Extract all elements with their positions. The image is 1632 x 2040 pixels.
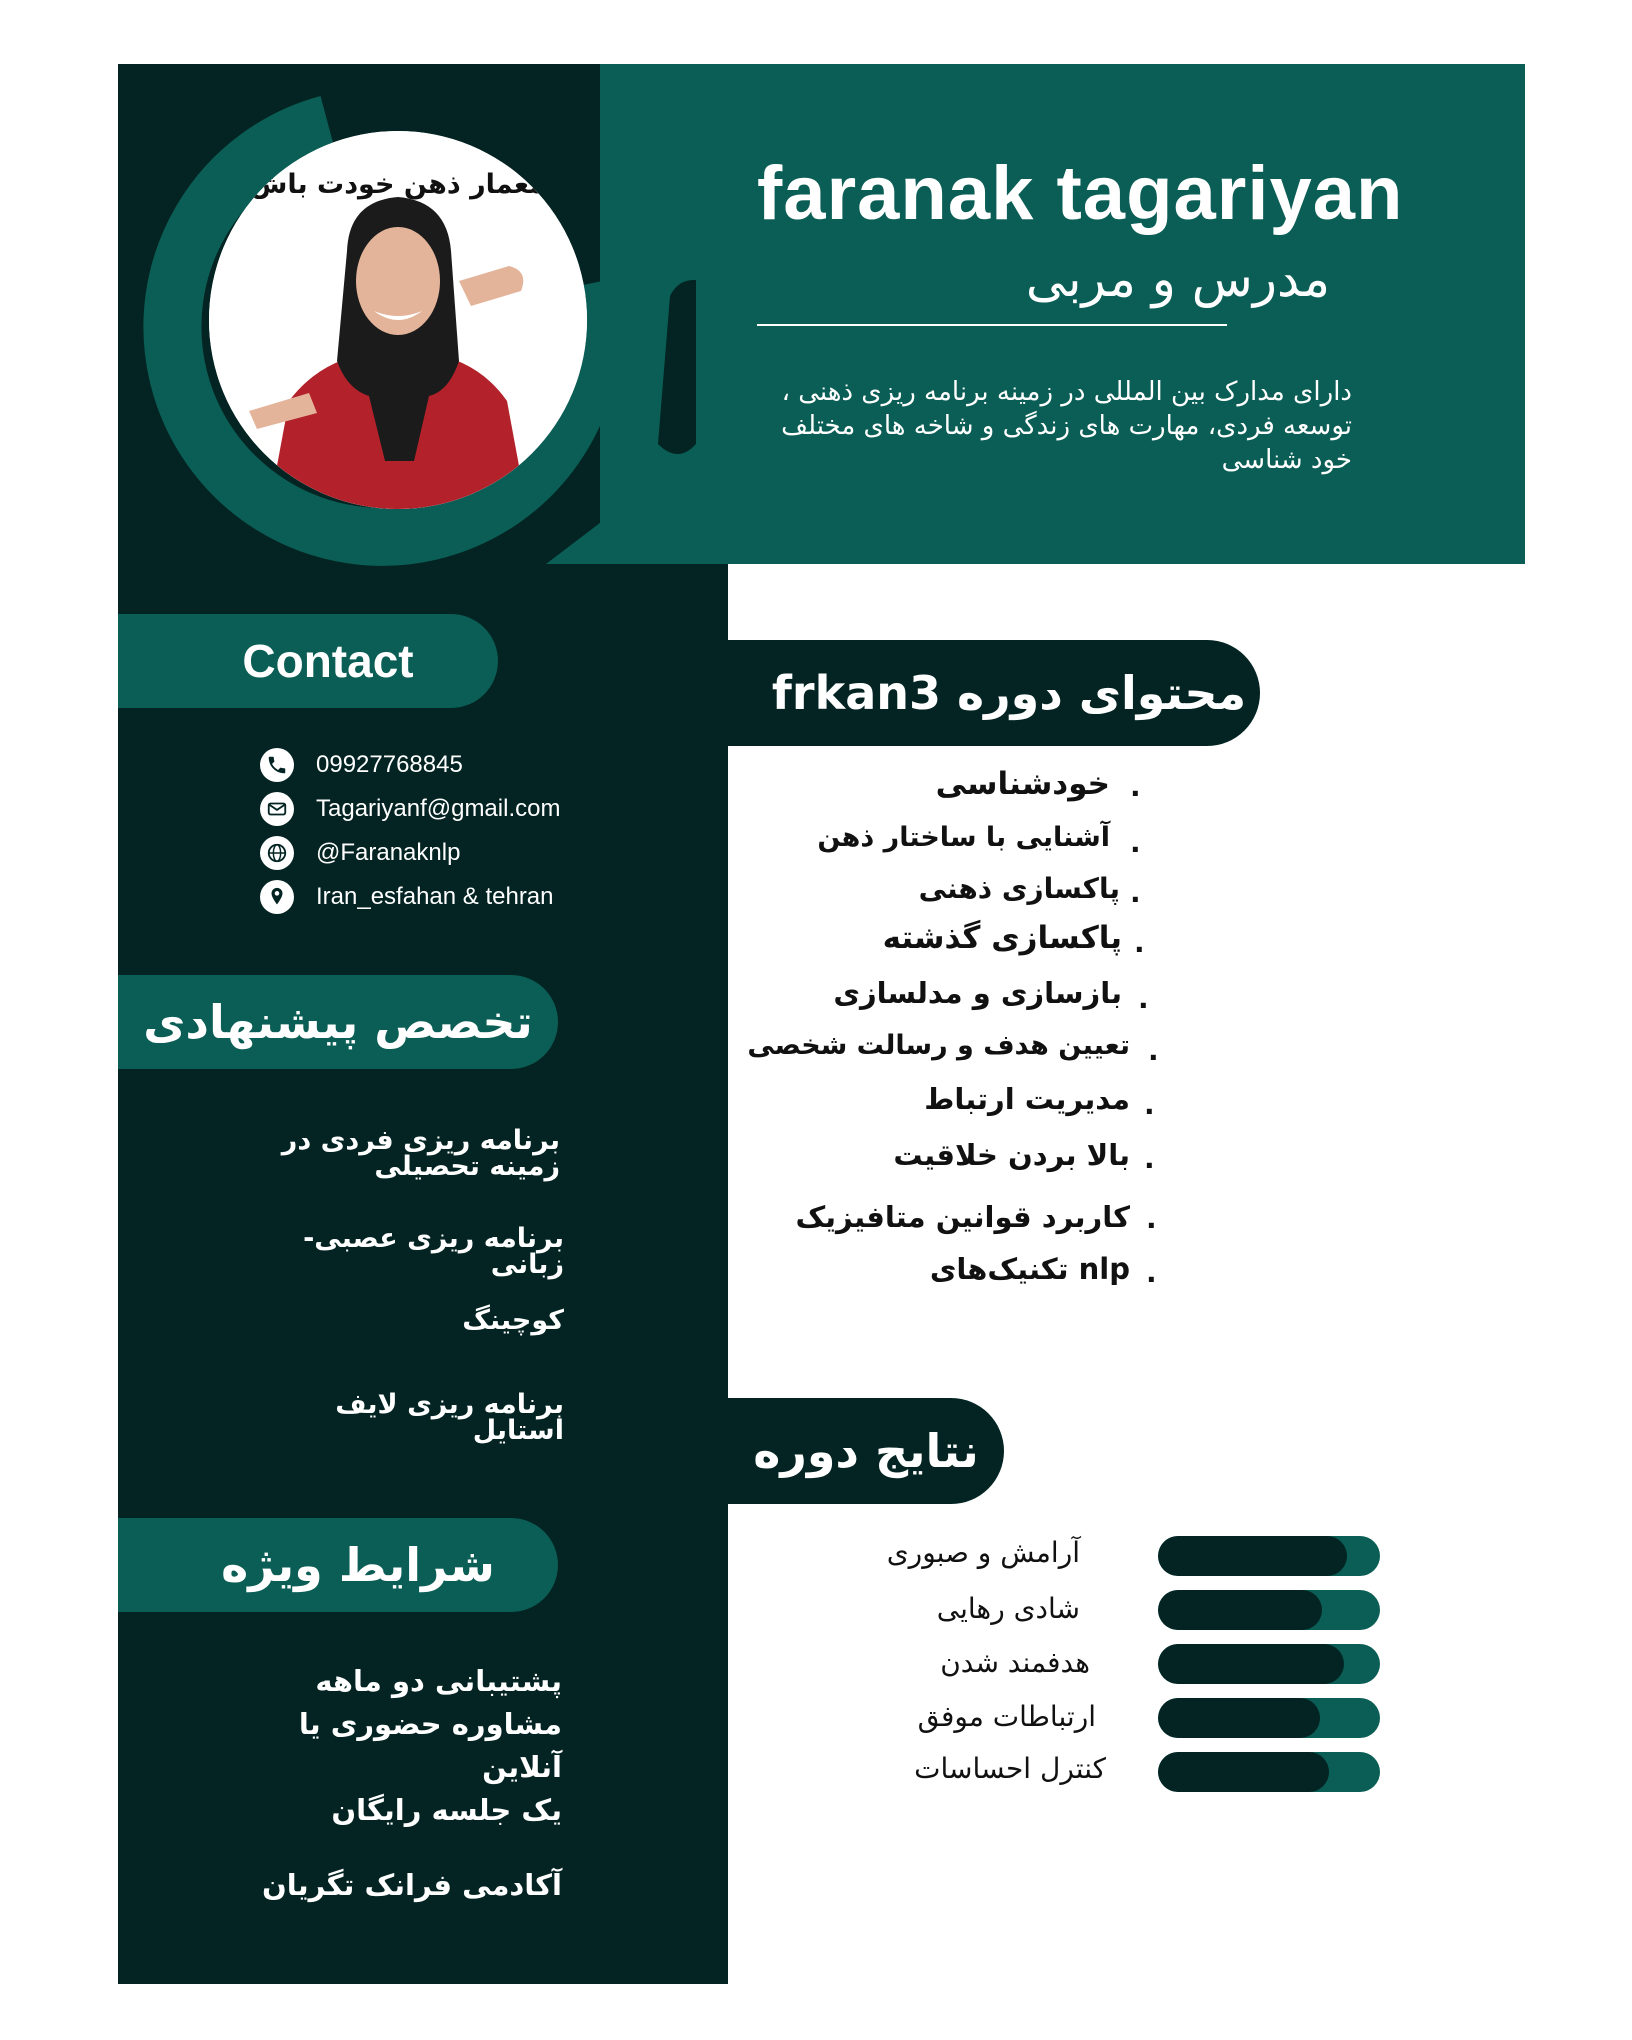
contact-title: Contact [242, 635, 414, 687]
terms-item: پشتیبانی دو ماهه [315, 1664, 562, 1698]
result-bar [1158, 1590, 1380, 1630]
course-item [740, 766, 1110, 802]
result-bar [1158, 1698, 1380, 1738]
terms-item: مشاوره حضوری یا آنلاین [298, 1707, 562, 1784]
bullet-dot: . [1138, 982, 1149, 1015]
result-label: کنترل احساسات [914, 1752, 1106, 1785]
bullet-dot: . [1148, 1034, 1159, 1067]
results-title: نتایج دوره [753, 1424, 979, 1478]
result-bar-fill [1158, 1644, 1344, 1684]
bio-line: دارای مدارک بین المللی در زمینه برنامه ریزی ذهنی ، [781, 377, 1352, 407]
course-item [740, 1200, 1130, 1234]
specialty-item: برنامه ریزی عصبی-زبانی [303, 1223, 564, 1280]
contact-text: Iran_esfahan & tehran [316, 883, 554, 910]
course-item-text: بالا بردن خلاقیت [893, 1138, 1130, 1172]
contact-email[interactable] [260, 788, 560, 830]
role-divider [757, 324, 1227, 326]
course-item-text: آشنایی با ساختار ذهن [817, 822, 1110, 853]
course-item [740, 920, 1122, 956]
photo-caption: معمار ذهن خودت باش [250, 169, 546, 200]
contact-phone[interactable] [260, 744, 560, 786]
course-item [740, 976, 1122, 1010]
bullet-dot: . [1134, 926, 1145, 959]
result-label: آرامش و صبوری [886, 1536, 1080, 1569]
course-content-list [740, 766, 1170, 1286]
specialty-item: کوچینگ [462, 1305, 564, 1336]
mail-icon [260, 792, 294, 826]
course-item-text: خودشناسی [935, 766, 1110, 802]
bullet-dot: . [1146, 1202, 1157, 1235]
bullet-dot: . [1130, 876, 1141, 909]
contact-text: Tagariyanf@gmail.com [316, 795, 561, 822]
course-item [740, 1138, 1130, 1172]
specialty-title: تخصص پیشنهادی [143, 995, 533, 1049]
contact-location[interactable] [260, 876, 560, 918]
result-bar [1158, 1752, 1380, 1792]
globe-icon [260, 836, 294, 870]
bullet-dot: . [1130, 770, 1141, 803]
contact-text: 09927768845 [316, 751, 463, 778]
academy-name: آکادمی فرانک تگریان [262, 1868, 562, 1902]
terms-title: شرایط ویژه [221, 1538, 495, 1592]
contact-list [260, 744, 560, 920]
result-bar-fill [1158, 1536, 1347, 1576]
result-bar-fill [1158, 1590, 1322, 1630]
person-name: faranak tagariyan [757, 151, 1404, 236]
course-item-text: تکنیک‌های nlp [929, 1252, 1130, 1286]
phone-icon [260, 748, 294, 782]
result-bar [1158, 1644, 1380, 1684]
result-bar [1158, 1536, 1380, 1576]
person-role: مدرس و مربی [1025, 250, 1330, 308]
bullet-dot: . [1144, 1088, 1155, 1121]
bio-line: توسعه فردی، مهارت های زندگی و شاخه های مختلف [781, 411, 1352, 441]
course-item [740, 1082, 1130, 1116]
location-icon [260, 880, 294, 914]
bio-line: خود شناسی [1221, 445, 1352, 475]
specialty-item: برنامه ریزی فردی در زمینه تحصیلی [281, 1125, 560, 1182]
bullet-dot: . [1144, 1142, 1155, 1175]
course-item-text: مدیریت ارتباط [924, 1082, 1130, 1116]
course-item [740, 1030, 1130, 1061]
bullet-dot: . [1146, 1256, 1157, 1289]
profile-photo [209, 131, 587, 509]
result-bar-fill [1158, 1698, 1320, 1738]
terms-heading [118, 1518, 558, 1612]
contact-heading [118, 614, 498, 708]
course-item [740, 822, 1110, 853]
terms-list [210, 1660, 562, 1832]
results-heading [728, 1398, 1004, 1504]
course-item-text: بازسازی و مدلسازی [833, 976, 1122, 1010]
specialty-heading [118, 975, 558, 1069]
contact-text: @Faranaknlp [316, 839, 461, 866]
course-content-title: محتوای دوره frkan3 [771, 666, 1247, 720]
terms-item: یک جلسه رایگان [331, 1793, 562, 1827]
result-label: هدفمند شدن [940, 1646, 1090, 1679]
bullet-dot: . [1130, 826, 1141, 859]
result-label: شادی رهایی [936, 1592, 1080, 1625]
course-item-text: تعیین هدف و رسالت شخصی [747, 1030, 1130, 1061]
course-item-text: پاکسازی ذهنی [918, 872, 1120, 905]
course-content-heading [728, 640, 1260, 746]
course-item-text: کاربرد قوانین متافیزیک [795, 1200, 1130, 1234]
course-item [740, 872, 1120, 905]
contact-social[interactable] [260, 832, 560, 874]
result-bar-fill [1158, 1752, 1329, 1792]
result-label: ارتباطات موفق [917, 1700, 1096, 1733]
bio-text [740, 375, 1352, 477]
course-item [740, 1252, 1130, 1286]
specialty-item: برنامه ریزی لایف استایل [335, 1389, 564, 1446]
course-item-text: پاکسازی گذشته [882, 920, 1122, 956]
